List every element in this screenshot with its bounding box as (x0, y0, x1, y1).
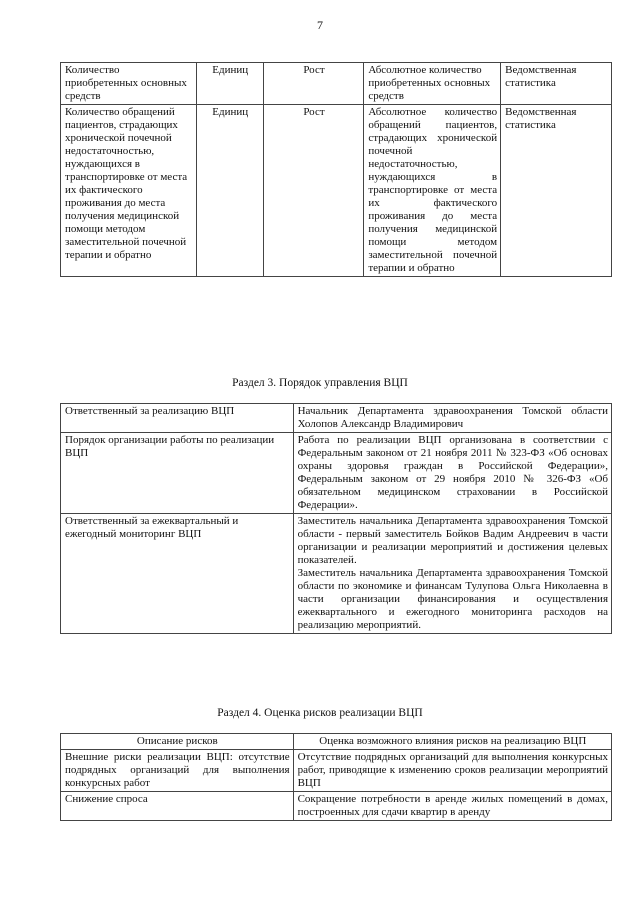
table-header-row (61, 734, 612, 750)
section3-title: Раздел 3. Порядок управления ВЦП (232, 377, 408, 389)
indicators-table (60, 62, 612, 277)
section4-title: Раздел 4. Оценка рисков реализации ВЦП (217, 707, 423, 719)
row-label: Порядок организации работы по реализации ВЦП (61, 433, 294, 514)
table-row (61, 792, 612, 821)
table-row (61, 105, 612, 277)
management-table (60, 403, 612, 634)
table-row (61, 514, 612, 634)
column-header: Оценка возможного влияния рисков на реализацию ВЦП (293, 734, 611, 750)
column-header: Описание рисков (61, 734, 294, 750)
risks-table (60, 733, 612, 821)
page-number: 7 (317, 18, 323, 32)
row-value: Заместитель начальника Департамента здравоохранения Томской области - первый заместитель Бойков Вадим Андреевич в части организации и реализации мероприятий и достижения целевых показателей. (297, 515, 608, 566)
indicator-method: Абсолютное количество обращений пациентов, страдающих хронической почечной недостаточностью, нуждающихся в транспортировке от места их фактического проживания до места получения медицинской помощи методом заместительной почечной терапии и обратно (364, 105, 501, 277)
table-row (61, 63, 612, 105)
risk-impact: Сокращение потребности в аренде жилых помещений в домах, построенных для сдачи квартир в аренду (293, 792, 611, 821)
row-label: Ответственный за реализацию ВЦП (61, 404, 294, 433)
row-value: Заместитель начальника Департамента здравоохранения Томской области по экономике и финансам Тулупова Ольга Николаевна в части организации финансирования и осуществления ежеквартального и ежегодного мониторинга расходов на реализацию мероприятий. (297, 567, 608, 631)
indicator-unit: Единиц (196, 105, 263, 277)
indicator-source: Ведомственная статистика (501, 63, 612, 105)
table-row (61, 750, 612, 792)
row-label: Ответственный за ежеквартальный и ежегодный мониторинг ВЦП (61, 514, 294, 634)
risk-impact: Отсутствие подрядных организаций для выполнения конкурсных работ, приводящие к изменению сроков реализации мероприятий ВЦП (293, 750, 611, 792)
indicator-name: Количество приобретенных основных средств (61, 63, 197, 105)
indicator-source: Ведомственная статистика (501, 105, 612, 277)
indicator-name: Количество обращений пациентов, страдающих хронической почечной недостаточностью, нуждающихся в транспортировке от места их фактического проживания до места получения медицинской помощи методом заместительной почечной терапии и обратно (61, 105, 197, 277)
row-value-cell (293, 514, 611, 634)
table-row (61, 433, 612, 514)
risk-description: Снижение спроса (61, 792, 294, 821)
indicator-direction: Рост (263, 63, 364, 105)
indicator-direction: Рост (263, 105, 364, 277)
indicator-unit: Единиц (196, 63, 263, 105)
row-value: Работа по реализации ВЦП организована в соответствии с Федеральным законом от 21 ноября 2011 № 323-ФЗ «Об основах охраны здоровья граждан в Российской Федерации», Федеральным законом от 29 ноября 2010 № 326-ФЗ «Об обязательном медицинском страховании в Российской Федерации». (293, 433, 611, 514)
row-value: Начальник Департамента здравоохранения Томской области Холопов Александр Владимирович (293, 404, 611, 433)
indicator-method: Абсолютное количество приобретенных основных средств (364, 63, 501, 105)
risk-description: Внешние риски реализации ВЦП: отсутствие подрядных организаций для выполнения конкурсных работ (61, 750, 294, 792)
table-row (61, 404, 612, 433)
